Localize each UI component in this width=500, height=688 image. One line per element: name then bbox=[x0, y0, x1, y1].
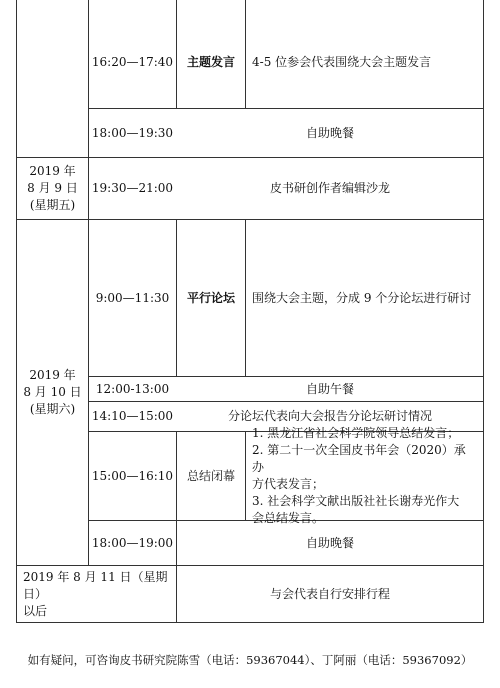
date2-day: 8 月 10 日 bbox=[23, 385, 82, 399]
date-block-2 bbox=[17, 220, 88, 565]
r9-date-line2: 以后 bbox=[23, 603, 48, 618]
r3-date-weekday: (星期五) bbox=[29, 198, 76, 212]
r6-content: 分论坛代表向大会报告分论坛研讨情况 bbox=[227, 409, 432, 423]
r8-content: 自助晚餐 bbox=[305, 535, 354, 550]
r3-time: 19:30—21:00 bbox=[91, 181, 174, 195]
r1-type: 主题发言 bbox=[186, 55, 235, 69]
r4-time: 9:00—11:30 bbox=[95, 290, 170, 305]
r3-date-year: 2019 年 bbox=[29, 164, 76, 178]
border-right bbox=[483, 0, 484, 623]
r3-content: 皮书研创作者编辑沙龙 bbox=[269, 181, 390, 195]
r1-content: 4-5 位参会代表围绕大会主题发言 bbox=[252, 55, 432, 69]
r5-time: 12:00-13:00 bbox=[95, 381, 170, 396]
r6-time: 14:10—15:00 bbox=[91, 409, 174, 423]
r9-content: 与会代表自行安排行程 bbox=[269, 586, 390, 601]
r7-line-2: 2. 第二十一次全国皮书年会（2020）承办 bbox=[252, 443, 466, 474]
r7-line-1: 1. 黑龙江省社会科学院领导总结发言； bbox=[252, 426, 460, 440]
r1-time: 16:20—17:40 bbox=[91, 55, 174, 69]
r9-date-line1: 2019 年 8 月 11 日（星期日） bbox=[23, 569, 168, 601]
r7-content bbox=[246, 426, 483, 525]
r5-content: 自助午餐 bbox=[305, 381, 354, 396]
r4-content: 围绕大会主题，分成 9 个分论坛进行研讨 bbox=[252, 290, 472, 305]
r9-date bbox=[17, 566, 176, 622]
contact-footer: 如有疑问，可咨询皮书研究院陈雪（电话：59367044）、丁阿丽（电话：59367092） bbox=[27, 653, 473, 667]
r8-time: 18:00—19:00 bbox=[91, 535, 174, 550]
r7-time: 15:00—16:10 bbox=[91, 468, 174, 483]
r3-date bbox=[17, 158, 88, 219]
r7-type: 总结闭幕 bbox=[186, 468, 235, 483]
date2-year: 2019 年 bbox=[29, 368, 76, 382]
r7-line-3: 方代表发言； bbox=[252, 477, 325, 491]
r7-line-4: 3. 社会科学文献出版社社长谢寿光作大 bbox=[252, 494, 460, 508]
schedule-table bbox=[16, 0, 484, 623]
r3-date-day: 8 月 9 日 bbox=[27, 181, 78, 195]
r2-time: 18:00—19:30 bbox=[91, 125, 174, 140]
border-bottom bbox=[16, 622, 484, 623]
r7-line-5: 会总结发言。 bbox=[252, 511, 325, 525]
r4-type: 平行论坛 bbox=[186, 290, 235, 305]
r2-content: 自助晚餐 bbox=[305, 125, 354, 140]
date2-weekday: (星期六) bbox=[29, 402, 76, 416]
